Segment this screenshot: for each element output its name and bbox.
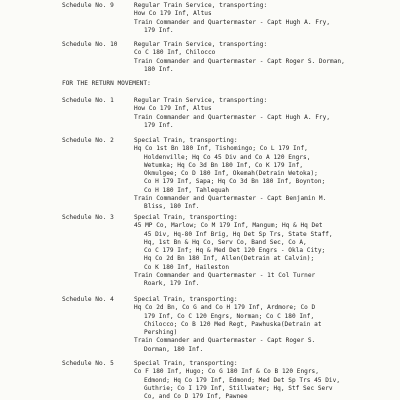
schedule-line: Co K 180 Inf, Haileston [144, 263, 230, 271]
schedule-line: Dorman, 180 Inf. [144, 345, 204, 353]
schedule-line: Special Train, transporting: [134, 296, 238, 303]
schedule-line: Train Commander and Quartermaster - Capt Roger S. [134, 337, 316, 345]
schedule-label: Schedule No. 5 [62, 360, 114, 367]
schedule-line: Okmulgee; Co D 180 Inf, Okemah(Detrain Wetoka); [144, 170, 318, 178]
schedule-line: Special Train, transporting: [134, 360, 238, 367]
schedule-label: Schedule No. 3 [62, 214, 114, 221]
schedule-line: 45 MP Co, Marlow; Co M 179 Inf, Mangum; Hq & Hq Det [134, 222, 323, 230]
schedule-line: Train Commander and Quartermaster - 1t Col Turner [134, 272, 316, 280]
schedule-line: Bliss, 180 Inf. [144, 203, 200, 211]
schedule-line: Regular Train Service, transporting: [134, 97, 268, 104]
schedule-line: Chilocco; Co B 120 Med Regt, Pawhuska(Detrain at [144, 320, 322, 328]
schedule-body [134, 360, 396, 400]
schedule-line: Roark, 179 Inf. [144, 280, 200, 288]
schedule-line: Co H 180 Inf, Tahlequah [144, 186, 230, 194]
schedule-line: Train Commander and Quartermaster - Capt Hugh A. Fry, [134, 113, 331, 121]
schedule-line: How Co 179 Inf, Altus [134, 10, 212, 18]
schedule-line: Co C 179 Inf; Hq & Med Det 120 Engrs - Okla City; [144, 247, 326, 255]
schedule-label: Schedule No. 1 [62, 97, 114, 104]
schedule-label: Schedule No. 9 [62, 2, 114, 9]
schedule-line: Train Commander and Quartermaster - Capt Benjamin M. [134, 195, 327, 203]
schedule-line: Co H 179 Inf, Sapa; Hq Co 3d Bn 180 Inf, Boynton; [144, 178, 326, 186]
schedule-line: 180 Inf. [144, 65, 174, 73]
schedule-body [134, 214, 396, 289]
schedule-label: Schedule No. 4 [62, 296, 114, 303]
schedule-line: Hq Co 1st Bn 180 Inf, Tishomingo; Co L 179 Inf, [134, 145, 308, 153]
schedule-line: Guthrie; Co I 179 Inf, Stillwater; Hq, Stf Sec Serv [144, 384, 333, 392]
schedule-line: Regular Train Service, transporting: [134, 2, 268, 9]
return-movement-heading: FOR THE RETURN MOVEMENT: [62, 80, 151, 87]
schedule-line: Hq Co 2d Bn 180 Inf, Allen(Detrain at Calvin); [144, 255, 315, 263]
schedule-line: Co F 180 Inf, Hugo; Co G 180 Inf & Co B 120 Engrs, [134, 368, 319, 376]
schedule-line: Co C 180 Inf, Chilocco [134, 49, 216, 57]
schedule-body [134, 137, 396, 212]
schedule-line: Wetumka; Hq Co 3d Bn 180 Inf, Co K 179 Inf, [144, 161, 304, 169]
schedule-line: Hq, 1st Bn & Hq Co, Serv Co, Band Sec, Co A, [144, 238, 307, 246]
schedule-body [134, 97, 396, 130]
schedule-line: Edmond; Hq Co 179 Inf, Edmond; Med Det Sp Trs 45 Div, [144, 376, 341, 384]
schedule-line: 45 Div, Hq-80 Inf Brig, Hq Det Sp Trs, State Staff, [144, 230, 333, 238]
schedule-line: 179 Inf, Co C 120 Engrs, Norman; Co C 180 Inf, [144, 312, 315, 320]
schedule-line: Holdenville; Hq Co 45 Div and Co A 120 Engrs, [144, 153, 311, 161]
schedule-line: Hq Co 2d Bn, Co G and Co H 179 Inf, Ardmore; Co D [134, 304, 316, 312]
schedule-line: Pershing) [144, 329, 178, 337]
schedule-line: Train Commander and Quartermaster - Capt Roger S. Dorman, [134, 57, 345, 65]
schedule-line: 179 Inf. [144, 121, 174, 129]
schedule-label: Schedule No. 10 [62, 41, 118, 48]
schedule-label: Schedule No. 2 [62, 137, 114, 144]
schedule-line: Train Commander and Quartermaster - Capt Hugh A. Fry, [134, 18, 331, 26]
schedule-line: Regular Train Service, transporting: [134, 41, 268, 48]
schedule-body [134, 41, 396, 74]
schedule-body [134, 2, 396, 35]
schedule-line: Co, and Co D 179 Inf, Pawnee [144, 393, 248, 400]
schedule-line: How Co 179 Inf, Altus [134, 105, 212, 113]
schedule-line: Special Train, transporting: [134, 214, 238, 221]
schedule-line: 179 Inf. [144, 26, 174, 34]
schedule-line: Special Train, transporting: [134, 137, 238, 144]
schedule-body [134, 296, 396, 354]
